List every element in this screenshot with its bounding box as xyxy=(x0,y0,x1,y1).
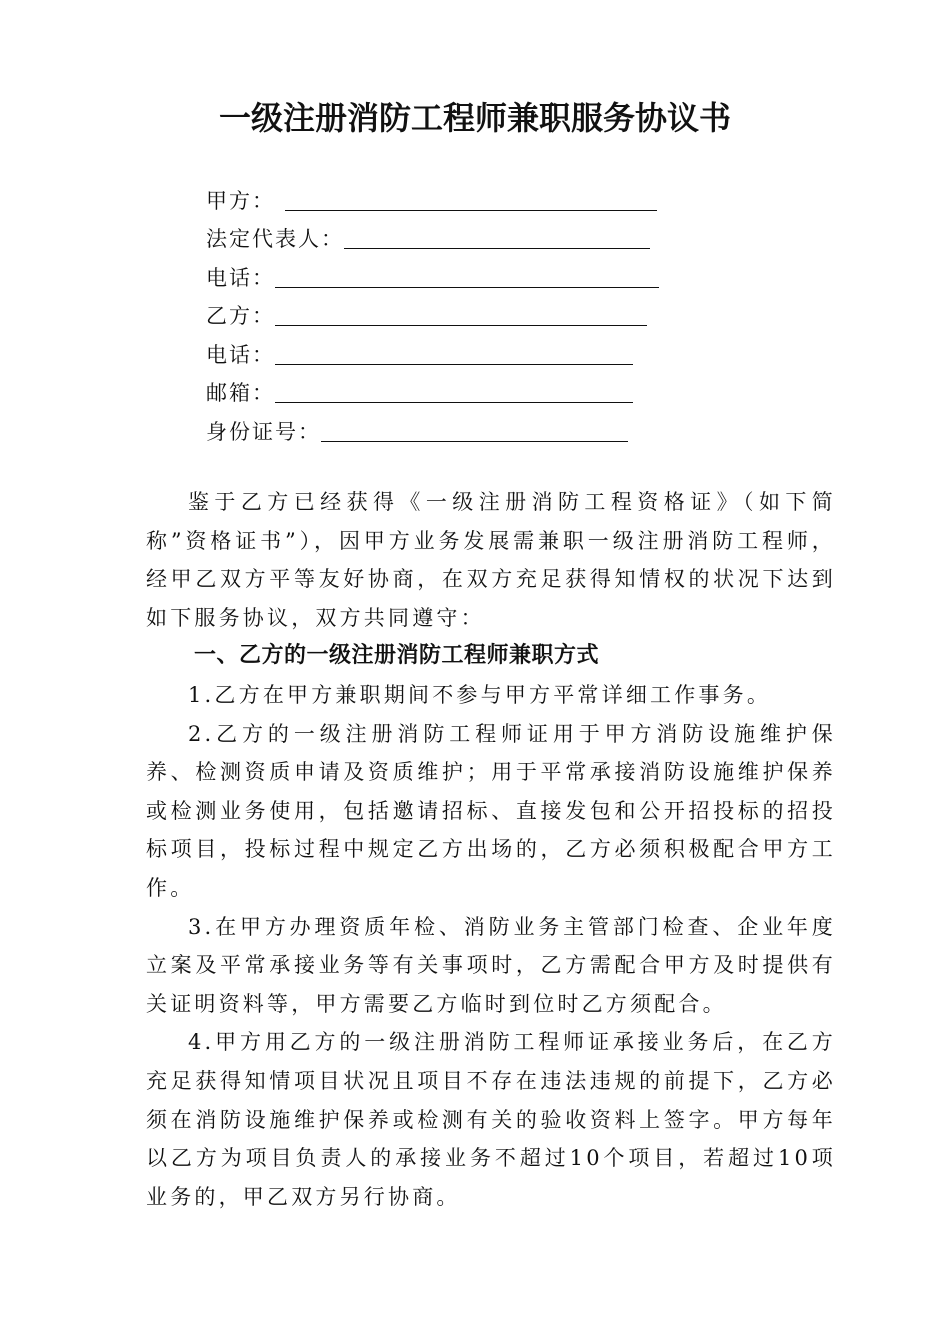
field-label: 乙方： xyxy=(206,304,275,328)
blank-line xyxy=(344,222,650,249)
field-label: 电话： xyxy=(206,342,275,367)
field-label: 甲方： xyxy=(206,188,275,213)
field-label: 身份证号： xyxy=(206,419,321,444)
document-title: 一级注册消防工程师兼职服务协议书 xyxy=(218,99,731,137)
clause-paragraph: 3.在甲方办理资质年检、消防业务主管部门检查、企业年度立案及平常承接业务等有关事项时，乙方需配合甲方及时提供有关证明资料等，甲方需要乙方临时到位时乙方须配合。 xyxy=(146,914,836,1016)
clause-paragraph: 4.甲方用乙方的一级注册消防工程师证承接业务后，在乙方充足获得知情项目状况且项目不存在违法违规的前提下，乙方必须在消防设施维护保养或检测有关的验收资料上签字。甲方每年以乙方为项目负责人的承接业务不超过10个项目，若超过10项业务的，甲乙双方另行协商。 xyxy=(146,1030,836,1209)
field-email xyxy=(206,369,686,408)
field-legal-representative xyxy=(206,215,686,254)
field-phone-a xyxy=(206,253,686,292)
agreement-body xyxy=(146,483,836,1216)
field-label: 法定代表人： xyxy=(206,227,344,251)
field-label: 电话： xyxy=(206,265,275,290)
blank-line xyxy=(275,299,647,326)
blank-line xyxy=(275,338,633,365)
blank-line xyxy=(321,415,628,442)
field-phone-b xyxy=(206,330,686,369)
field-party-b xyxy=(206,292,686,331)
section-heading: 一、乙方的一级注册消防工程师兼职方式 xyxy=(194,643,600,669)
field-id-number xyxy=(206,407,686,446)
clause-paragraph: 2.乙方的一级注册消防工程师证用于甲方消防设施维护保养、检测资质申请及资质维护；用于平常承接消防设施维护保养或检测业务使用，包括邀请招标、直接发包和公开招投标的招投标项目，投标过程中规定乙方出场的，乙方必须积极配合甲方工作。 xyxy=(146,721,836,900)
blank-line xyxy=(275,261,659,288)
blank-line xyxy=(285,184,657,211)
intro-paragraph: 鉴于乙方已经获得《一级注册消防工程资格证》（如下简称”资格证书”），因甲方业务发展需兼职一级注册消防工程师，经甲乙双方平等友好协商，在双方充足获得知情权的状况下达到如下服务协议，双方共同遵守： xyxy=(146,490,836,630)
field-label: 邮箱： xyxy=(206,381,275,405)
field-party-a xyxy=(206,176,686,215)
clause-paragraph: 1.乙方在甲方兼职期间不参与甲方平常详细工作事务。 xyxy=(188,682,772,707)
blank-line xyxy=(275,376,633,403)
party-info-fields xyxy=(206,176,686,446)
